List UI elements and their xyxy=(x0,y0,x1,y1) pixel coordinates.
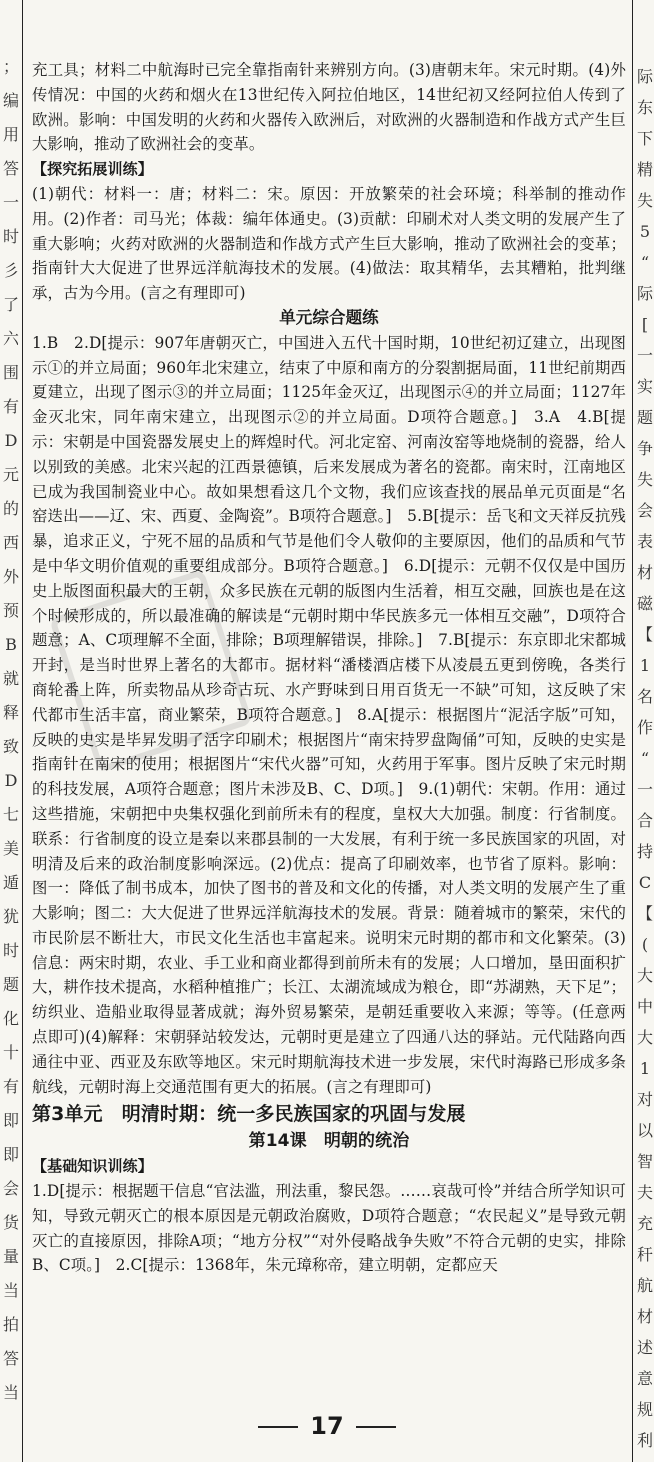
right-strip-char: 材 xyxy=(636,1307,653,1326)
right-margin-strip xyxy=(632,0,654,1462)
right-strip-char: 夫 xyxy=(636,1183,653,1202)
left-strip-char: 即 xyxy=(2,1145,19,1164)
left-strip-char: 用 xyxy=(2,125,19,144)
right-strip-char: 会 xyxy=(636,501,653,520)
right-strip-char: 磁 xyxy=(636,594,653,613)
left-strip-char: 编 xyxy=(2,91,19,110)
right-strip-char: 1 xyxy=(639,1059,651,1078)
right-strip-char: 下 xyxy=(636,129,653,148)
left-strip-char: 化 xyxy=(2,1009,19,1028)
right-strip-char: 航 xyxy=(636,1276,653,1295)
right-strip-char: 利 xyxy=(636,1431,653,1450)
right-strip-char: 实 xyxy=(636,377,653,396)
left-strip-char: 预 xyxy=(2,601,19,620)
page-number xyxy=(0,1412,654,1440)
left-strip-char: 的 xyxy=(2,499,19,518)
right-strip-char: 名 xyxy=(636,687,653,706)
right-strip-char: 材 xyxy=(636,563,653,582)
right-strip-char: 【 xyxy=(636,625,653,644)
left-strip-char: 元 xyxy=(2,465,19,484)
left-strip-char: 一 xyxy=(2,193,19,212)
right-strip-char: 际 xyxy=(636,284,653,303)
left-strip-char: D xyxy=(4,431,18,450)
left-strip-char: 遁 xyxy=(2,873,19,892)
right-strip-char: 精 xyxy=(636,160,653,179)
left-strip-char: 即 xyxy=(2,1111,19,1130)
left-strip-char: 答 xyxy=(2,1349,19,1368)
left-strip-char: 有 xyxy=(2,397,19,416)
page-number-dash-right xyxy=(356,1426,396,1428)
left-strip-char: 美 xyxy=(2,839,19,858)
left-strip-char: 犹 xyxy=(2,907,19,926)
right-strip-char: 失 xyxy=(636,191,653,210)
left-strip-char: 会 xyxy=(2,1179,19,1198)
right-strip-char: 述 xyxy=(636,1338,653,1357)
left-strip-char: 时 xyxy=(2,941,19,960)
right-strip-char: 失 xyxy=(636,470,653,489)
right-strip-char: 一 xyxy=(636,346,653,365)
left-strip-char: 了 xyxy=(2,295,19,314)
left-strip-char: 题 xyxy=(2,975,19,994)
section-label-explore: 【探究拓展训练】 xyxy=(32,160,153,179)
right-strip-char: 表 xyxy=(636,532,653,551)
right-strip-char: 合 xyxy=(636,811,653,830)
right-strip-char: C xyxy=(638,873,652,892)
right-strip-char: 题 xyxy=(636,408,653,427)
right-strip-char: 秆 xyxy=(636,1245,653,1264)
right-strip-char: 充 xyxy=(636,1214,653,1233)
right-strip-char: 【 xyxy=(636,904,653,923)
left-strip-char: D xyxy=(4,771,18,790)
right-strip-char: 以 xyxy=(636,1121,653,1140)
left-strip-char: 西 xyxy=(2,533,19,552)
right-strip-char: “ xyxy=(640,253,650,272)
left-strip-char: 释 xyxy=(2,703,19,722)
right-strip-char: 中 xyxy=(636,997,653,1016)
right-strip-char: [ xyxy=(641,315,649,334)
left-strip-char: 就 xyxy=(2,669,19,688)
left-strip-char: 有 xyxy=(2,1077,19,1096)
unit-3-title: 第3单元 明清时期：统一多民族国家的巩固与发展 xyxy=(32,1103,466,1126)
left-strip-char: 围 xyxy=(2,363,19,382)
right-strip-char: 大 xyxy=(636,1028,653,1047)
left-strip-char: 彡 xyxy=(2,261,19,280)
right-strip-char: 对 xyxy=(636,1090,653,1109)
left-strip-char: 当 xyxy=(2,1281,19,1300)
left-strip-char: ； xyxy=(2,57,19,76)
right-strip-char: 际 xyxy=(636,67,653,86)
right-strip-char: 作 xyxy=(636,718,653,737)
right-strip-char: “ xyxy=(640,749,650,768)
right-strip-char: 意 xyxy=(636,1369,653,1388)
answer-content xyxy=(32,58,626,1278)
left-strip-char: 时 xyxy=(2,227,19,246)
left-margin-strip xyxy=(0,0,23,1462)
right-strip-char: 争 xyxy=(636,439,653,458)
left-strip-char: 致 xyxy=(2,737,19,756)
right-strip-char: 东 xyxy=(636,98,653,117)
left-strip-char: 外 xyxy=(2,567,19,586)
page-number-dash-left xyxy=(258,1426,298,1428)
unit-exercise-title: 单元综合题练 xyxy=(279,307,379,327)
right-strip-char: 智 xyxy=(636,1152,653,1171)
left-strip-char: 拍 xyxy=(2,1315,19,1334)
right-strip-char: 1 xyxy=(639,656,651,675)
lesson-14-title: 第14课 明朝的统治 xyxy=(248,1131,410,1152)
left-strip-char: 十 xyxy=(2,1043,19,1062)
paragraph-basic-answer: 1.D[提示：根据题干信息“官法滥，刑法重，黎民怨。……哀哉可怜”并结合所学知识可知，导致元朝灭亡的根本原因是元朝政治腐败，D项符合题意；“农民起义”是导致元朝灭亡的直接原因，排除A项；“地方分权”“对外侵略战争失败”不符合元朝的史实，排除B、C项。] 2.C[提示：1368年，朱元璋称帝，建立明朝，定都应天 xyxy=(32,1182,626,1275)
right-strip-char: 5 xyxy=(639,222,651,241)
left-strip-char: 七 xyxy=(2,805,19,824)
right-strip-char: 规 xyxy=(636,1400,653,1419)
left-strip-char: 答 xyxy=(2,159,19,178)
left-strip-char: 当 xyxy=(2,1383,19,1402)
left-strip-char: B xyxy=(5,635,17,654)
right-strip-char: 大 xyxy=(636,966,653,985)
paragraph-unit-exercise-answer: 1.B 2.D[提示：907年唐朝灭亡，中国进入五代十国时期，10世纪初辽建立，出现图示①的并立局面；960年北宋建立，结束了中原和南方的分裂割据局面，11世纪前期西夏建立，出现了图示③的并立局面；1125年金灭辽，出现图示④的并立局面；1127年金灭北宋，同年南宋建立，出现图示②的并立局面。D项符合题意。] 3.A 4.B[提示：宋朝是中国瓷器发展史上的辉煌时代。河北定窑、河南汝窑等地烧制的瓷器，给人以别致的美感。北宋兴起的江西景德镇，后来发展成为著名的瓷都。南宋时，江南地区已成为我国制瓷业中心。故如果想看这几个文物，我们应该查找的展品单元页面是“名窑迭出——辽、宋、西夏、金陶瓷”。B项符合题意。] 5.B[提示：岳飞和文天祥反抗残暴，追求正义，宁死不屈的品质和气节是他们令人敬仰的主要原因，他们的品质和气节是中华文明价值观的重要组成部分。B项符合题意。] 6.D[提示：元朝不仅仅是中国历史上版图面积最大的王朝，众多民族在元朝的版图内生活着，相互交融，回族也是在这个时候形成的，所以最准确的解读是“元朝时期中华民族多元一体相互交融”，D项符合题意；A、C项理解不全面，排除；B项理解错误，排除。] 7.B[提示：东京即北宋都城开封，是当时世界上著名的大都市。据材料“潘楼酒店楼下从凌晨五更到傍晚，各类行商轮番上阵，所卖物品从珍奇古玩、水产野味到日用百货无一不缺”可知，这反映了宋代都市生活丰富，商业繁荣，B项符合题意。] 8.A[提示：根据图片“泥活字版”可知，反映的史实是毕昇发明了活字印刷术；根据图片“南宋持罗盘陶俑”可知，反映的史实是指南针在南宋的使用；根据图片“宋代火器”可知，火药用于军事。图片反映了宋元时期的科技发展，A项符合题意；图片未涉及B、C、D项。] 9.(1)朝代：宋朝。作用：通过这些措施，宋朝把中央集权强化到前所未有的程度，皇权大大加强。制度：行省制度。联系：行省制度的设立是秦以来郡县制的一大发展，有利于统一多民族国家的巩固，对明清及后来的政治制度影响深远。(2)优点：提高了印刷效率，也节省了原料。影响：图一：降低了制书成本，加快了图书的普及和文化的传播，对人类文明的发展产生了重大影响；图二：大大促进了世界远洋航海技术的发展。背景：随着城市的繁荣，宋代的市民阶层不断壮大，市民文化生活也丰富起来。说明宋元时期的都市和文化繁荣。(3)信息：两宋时期，农业、手工业和商业都得到前所未有的发展；人口增加，垦田面积扩大，耕作技术提高，水稻种植推广；长江、太湖流域成为粮仓，即“苏湖熟，天下足”；纺织业、造船业取得显著成就；海外贸易繁荣，是朝廷重要收入来源；等等。(任意两点即可)(4)解释：宋朝驿站较发达，元朝时更是建立了四通八达的驿站。元代陆路向西通往中亚、西亚及东欧等地区。宋元时期航海技术进一步发展，宋代时海路已形成多条航线，元朝时海上交通范围有更大的拓展。(言之有理即可) xyxy=(32,333,626,1096)
left-strip-char: 六 xyxy=(2,329,19,348)
paragraph-explore-answer: (1)朝代：材料一：唐；材料二：宋。原因：开放繁荣的社会环境；科举制的推动作用。(2)作者：司马光；体裁：编年体通史。(3)贡献：印刷术对人类文明的发展产生了重大影响；火药对欧洲的火器制造和作战方式产生巨大影响，推动了欧洲社会的变革；指南针大大促进了世界远洋航海技术的发展。(4)做法：取其精华，去其糟粕，批判继承，古为今用。(言之有理即可) xyxy=(32,184,626,303)
left-strip-char: 量 xyxy=(2,1247,19,1266)
right-strip-char: ( xyxy=(641,935,649,954)
right-strip-char: 持 xyxy=(636,842,653,861)
paragraph-material-answer: 充工具；材料二中航海时已完全靠指南针来辨别方向。(3)唐朝末年。宋元时期。(4)外传情况：中国的火药和烟火在13世纪传入阿拉伯地区，14世纪初又经阿拉伯人传到了欧洲。影响：中国发明的火药和火器传入欧洲后，对欧洲的火器制造和作战方式产生巨大影响，推动了欧洲社会的变革。 xyxy=(32,61,626,154)
page-number-text: 17 xyxy=(310,1412,344,1440)
right-strip-char: 一 xyxy=(636,780,653,799)
section-label-basic: 【基础知识训练】 xyxy=(32,1157,153,1176)
left-strip-char: 货 xyxy=(2,1213,19,1232)
